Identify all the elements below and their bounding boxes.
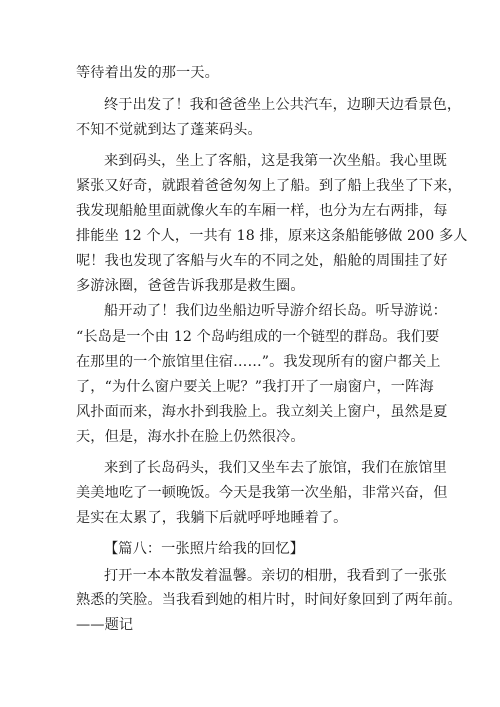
section-heading: 【篇八：一张照片给我的回忆】 xyxy=(104,541,305,557)
text-line: 了，“为什么窗户要关上呢？”我打开了一扇窗户，一阵海 xyxy=(76,379,434,395)
paragraph-start: 终于出发了！我和爸爸坐上公共汽车，边聊天边看景色， xyxy=(104,97,462,113)
epigraph-attribution: ——题记 xyxy=(76,617,134,633)
text-line: 我发现船舱里面就像火车的车厢一样，也分为左右两排，每 xyxy=(76,203,448,219)
text-line: 是实在太累了，我躺下后就呼呼地睡着了。 xyxy=(76,510,348,526)
text-line: 美美地吃了一顿晚饭。今天是我第一次坐船，非常兴奋，但 xyxy=(76,485,448,501)
text-line: 多游泳圈，爸爸告诉我那是救生圈。 xyxy=(76,278,305,294)
text-line: 在那里的一个旅馆里住宿……”。我发现所有的窗户都关上 xyxy=(76,354,441,370)
paragraph-start: 船开动了！我们边坐船边听导游介绍长岛。听导游说： xyxy=(104,303,447,319)
paragraph-start: 打开一本本散发着温馨。亲切的相册，我看到了一张张 xyxy=(104,568,447,584)
text-line: 风扑面而来，海水扑到我脸上。我立刻关上窗户，虽然是夏 xyxy=(76,404,448,420)
text-line: 呢！我也发现了客船与火车的不同之处，船舱的周围挂了好 xyxy=(76,253,448,269)
paragraph-start: 来到了长岛码头，我们又坐车去了旅馆，我们在旅馆里 xyxy=(104,460,447,476)
text-line: 天，但是，海水扑在脸上仍然很冷。 xyxy=(76,429,305,445)
text-line: 紧张又好奇，就跟着爸爸匆匆上了船。到了船上我坐了下来， xyxy=(76,178,462,194)
text-line: 排能坐 12 个人，一共有 18 排，原来这条船能够做 200 多人 xyxy=(76,228,468,244)
text-line: 不知不觉就到达了蓬莱码头。 xyxy=(76,122,262,138)
paragraph-start: 来到码头，坐上了客船，这是我第一次坐船。我心里既 xyxy=(104,153,447,169)
text-line: 熟悉的笑脸。当我看到她的相片时，时间好象回到了两年前。 xyxy=(76,592,462,608)
text-line: “长岛是一个由 12 个岛屿组成的一个链型的群岛。我们要 xyxy=(76,329,440,345)
text-line: 等待着出发的那一天。 xyxy=(76,65,219,81)
